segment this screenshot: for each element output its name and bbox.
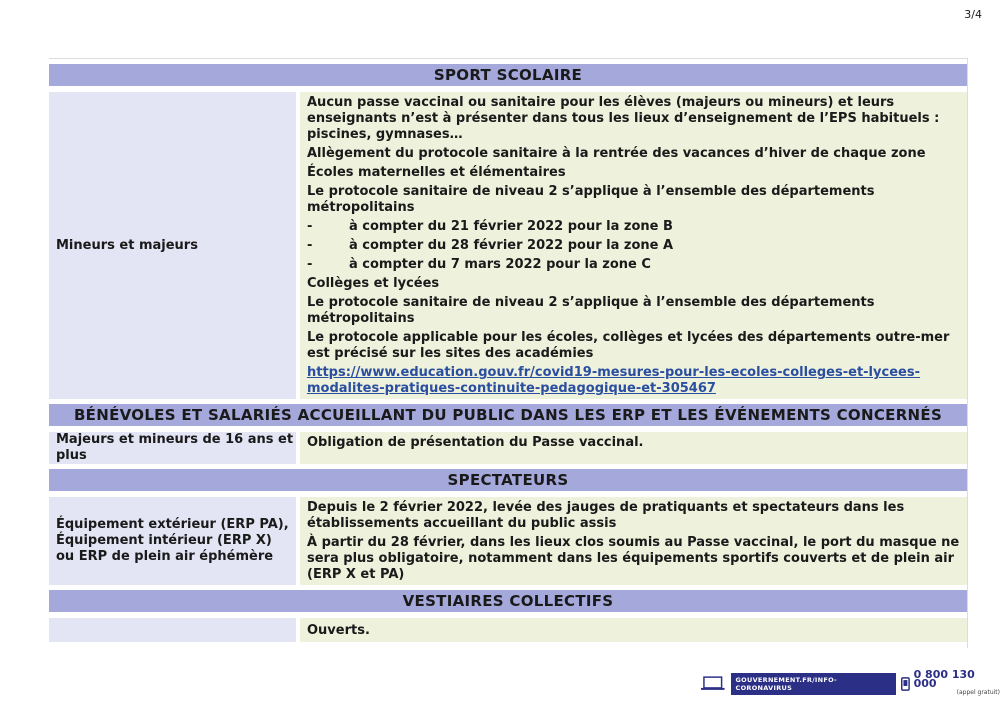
paragraph: Allègement du protocole sanitaire à la rentrée des vacances d’hiver de chaque zone	[307, 146, 926, 161]
table-row	[49, 497, 967, 585]
hotline-note: (appel gratuit)	[956, 689, 1000, 696]
row-content	[300, 497, 967, 585]
row-content	[300, 618, 967, 642]
phone-icon	[901, 677, 910, 691]
row-content	[300, 432, 967, 464]
table-row	[49, 432, 967, 464]
section-header-spectateurs: SPECTATEURS	[49, 469, 967, 491]
bullet-item	[307, 238, 963, 254]
hotline-number: 0 800 130 000	[913, 668, 975, 690]
bullet-mark: -	[307, 257, 313, 272]
laptop-icon	[700, 676, 726, 691]
paragraph: Aucun passe vaccinal ou sanitaire pour les élèves (majeurs ou mineurs) et leurs enseignants n’est à présenter dans tous les lieux d’enseignement de l’EPS habituels : piscines, gymnases…	[307, 95, 940, 142]
row-label	[49, 618, 296, 642]
paragraph: Ouverts.	[307, 623, 370, 638]
label-line: Équipement extérieur (ERP PA),	[56, 517, 289, 532]
paragraph: Collèges et lycées	[307, 276, 440, 291]
paragraph: Depuis le 2 février 2022, levée des jauges de pratiquants et spectateurs dans les établissements accueillant du public assis	[307, 500, 905, 531]
paragraph: Obligation de présentation du Passe vaccinal.	[307, 435, 644, 450]
bullet-item	[307, 219, 963, 235]
label-line: ou ERP de plein air éphémère	[56, 549, 274, 564]
education-link[interactable]: https://www.education.gouv.fr/covid19-mesures-pour-les-ecoles-colleges-et-lycees-modalites-pratiques-continuite-pedagogique-et-305467	[307, 365, 920, 396]
measures-table	[49, 58, 968, 648]
bullet-item	[307, 257, 963, 273]
bullet-mark: -	[307, 238, 313, 253]
paragraph: Le protocole sanitaire de niveau 2 s’applique à l’ensemble des départements métropolitains	[307, 295, 875, 326]
bullet-text: à compter du 21 février 2022 pour la zone B	[349, 219, 673, 234]
table-row	[49, 92, 967, 399]
paragraph: Le protocole sanitaire de niveau 2 s’applique à l’ensemble des départements métropolitains	[307, 184, 875, 215]
bullet-text: à compter du 28 février 2022 pour la zone A	[349, 238, 674, 253]
paragraph: Écoles maternelles et élémentaires	[307, 165, 566, 180]
section-header-sport-scolaire: SPORT SCOLAIRE	[49, 64, 967, 86]
row-label: Mineurs et majeurs	[49, 92, 296, 399]
bullet-mark: -	[307, 219, 313, 234]
bullet-text: à compter du 7 mars 2022 pour la zone C	[349, 257, 651, 272]
row-label	[49, 497, 296, 585]
row-content	[300, 92, 967, 399]
gouvernement-site-banner: GOUVERNEMENT.FR/INFO-CORONAVIRUS	[731, 673, 896, 695]
section-header-benevoles: BÉNÉVOLES ET SALARIÉS ACCUEILLANT DU PUBLIC DANS LES ERP ET LES ÉVÉNEMENTS CONCERNÉS	[49, 404, 967, 426]
section-header-vestiaires: VESTIAIRES COLLECTIFS	[49, 590, 967, 612]
label-line: Équipement intérieur (ERP X)	[56, 533, 272, 548]
page-number: 3/4	[964, 8, 982, 21]
table-row	[49, 618, 967, 642]
paragraph: À partir du 28 février, dans les lieux clos soumis au Passe vaccinal, le port du masque ne sera plus obligatoire, notamment dans les équipements sportifs couverts et de plein air (ERP X et PA)	[307, 535, 960, 582]
hotline	[914, 670, 1000, 697]
paragraph: Le protocole applicable pour les écoles, collèges et lycées des départements outre-mer est précisé sur les sites des académies	[307, 330, 950, 361]
footer	[700, 670, 1000, 697]
row-label: Majeurs et mineurs de 16 ans et plus	[49, 432, 296, 464]
